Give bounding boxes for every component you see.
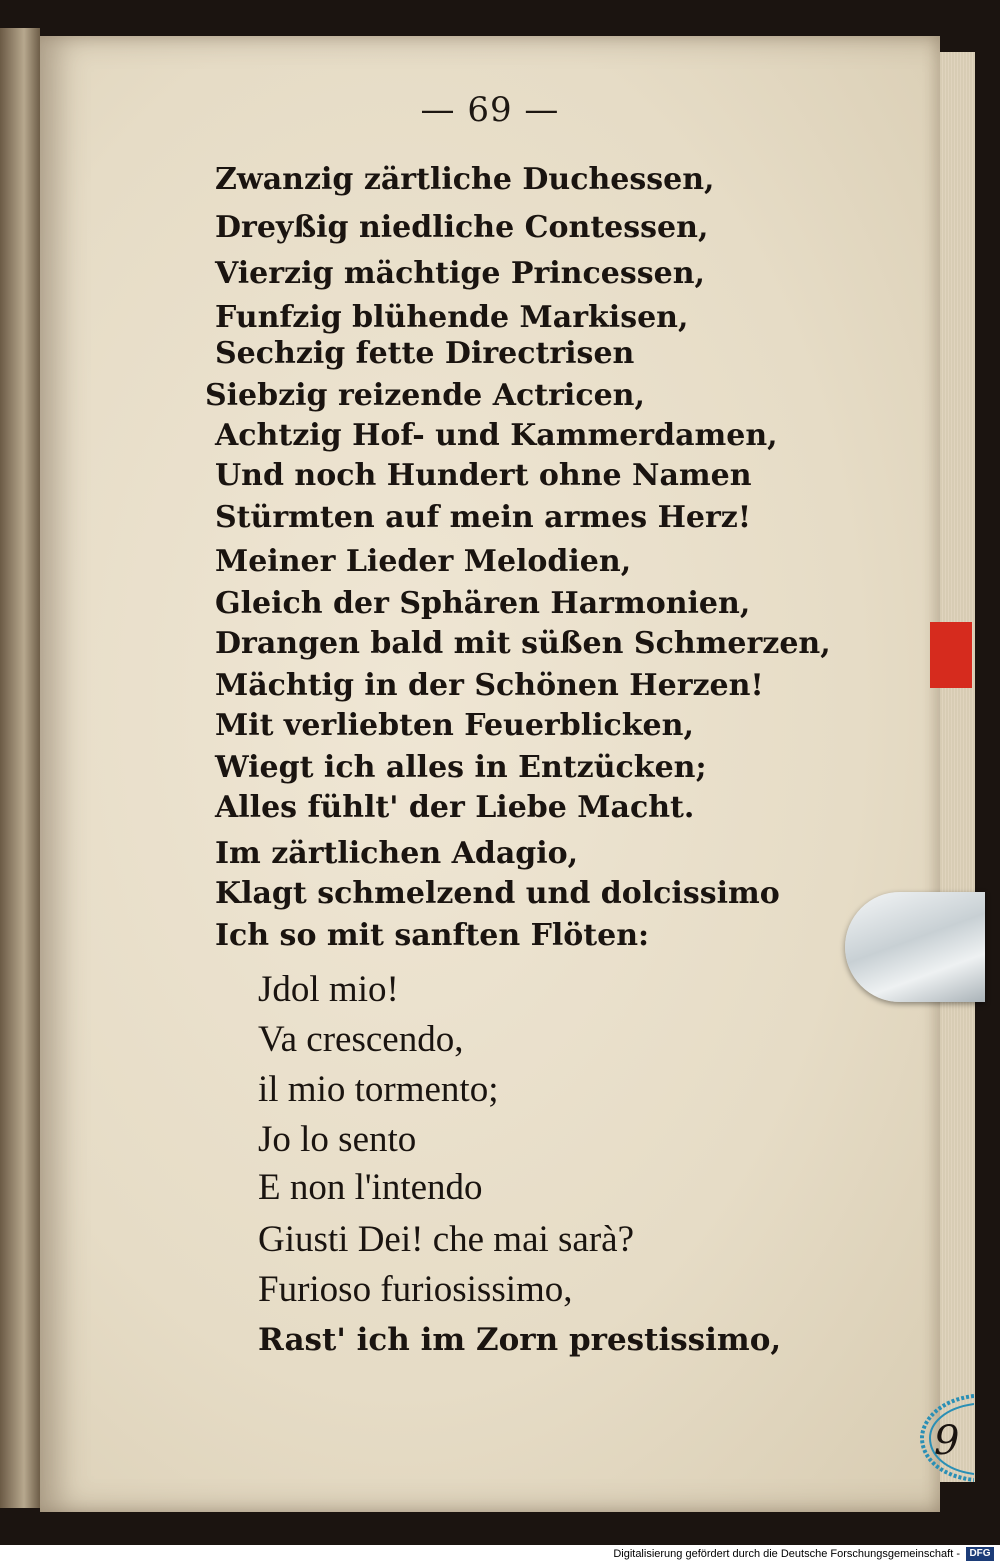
poem-line: Jdol mio! bbox=[258, 969, 399, 1010]
poem-line: Zwanzig zärtliche Duchessen, bbox=[215, 162, 715, 197]
stamp-number: 9 bbox=[934, 1418, 960, 1464]
poem-line: Klagt schmelzend und dolcissimo bbox=[215, 876, 780, 911]
poem-line: Im zärtlichen Adagio, bbox=[215, 836, 579, 871]
poem-line: Jo lo sento bbox=[258, 1119, 417, 1160]
poem-line: Und noch Hundert ohne Namen bbox=[215, 458, 752, 493]
poem-line: Drangen bald mit süßen Schmerzen, bbox=[215, 626, 831, 661]
poem-line: il mio tormento; bbox=[258, 1069, 499, 1110]
poem-line: Siebzig reizende Actricen, bbox=[205, 378, 645, 413]
poem-line: Rast' ich im Zorn prestissimo, bbox=[258, 1322, 782, 1358]
poem-line: Giusti Dei! che mai sarà? bbox=[258, 1219, 635, 1260]
poem-line: Dreyßig niedliche Contessen, bbox=[215, 210, 709, 245]
poem-line: Vierzig mächtige Princessen, bbox=[215, 256, 705, 291]
poem-line: Va crescendo, bbox=[258, 1019, 464, 1060]
poem-line: Stürmten auf mein armes Herz! bbox=[215, 500, 752, 535]
footer-credit: Digitalisierung gefördert durch die Deutsche Forschungsgemeinschaft - bbox=[613, 1548, 960, 1560]
poem-line: E non l'intendo bbox=[258, 1167, 483, 1208]
poem-line: Gleich der Sphären Harmonien, bbox=[215, 586, 751, 621]
poem-line: Mit verliebten Feuerblicken, bbox=[215, 708, 694, 743]
page-number: — 69 — bbox=[420, 90, 560, 130]
poem-line: Furioso furiosissimo, bbox=[258, 1269, 573, 1310]
poem-line: Ich so mit sanften Flöten: bbox=[215, 918, 650, 953]
poem-line: Achtzig Hof- und Kammerdamen, bbox=[215, 418, 778, 453]
poem-line: Wiegt ich alles in Entzücken; bbox=[215, 750, 707, 785]
dfg-logo: DFG bbox=[966, 1547, 994, 1561]
poem-line: Funfzig blühende Markisen, bbox=[215, 300, 689, 335]
poem-line: Meiner Lieder Melodien, bbox=[215, 544, 632, 579]
poem-line: Sechzig fette Directrisen bbox=[215, 336, 635, 371]
poem-line: Mächtig in der Schönen Herzen! bbox=[215, 668, 764, 703]
poem-line: Alles fühlt' der Liebe Macht. bbox=[215, 790, 695, 825]
